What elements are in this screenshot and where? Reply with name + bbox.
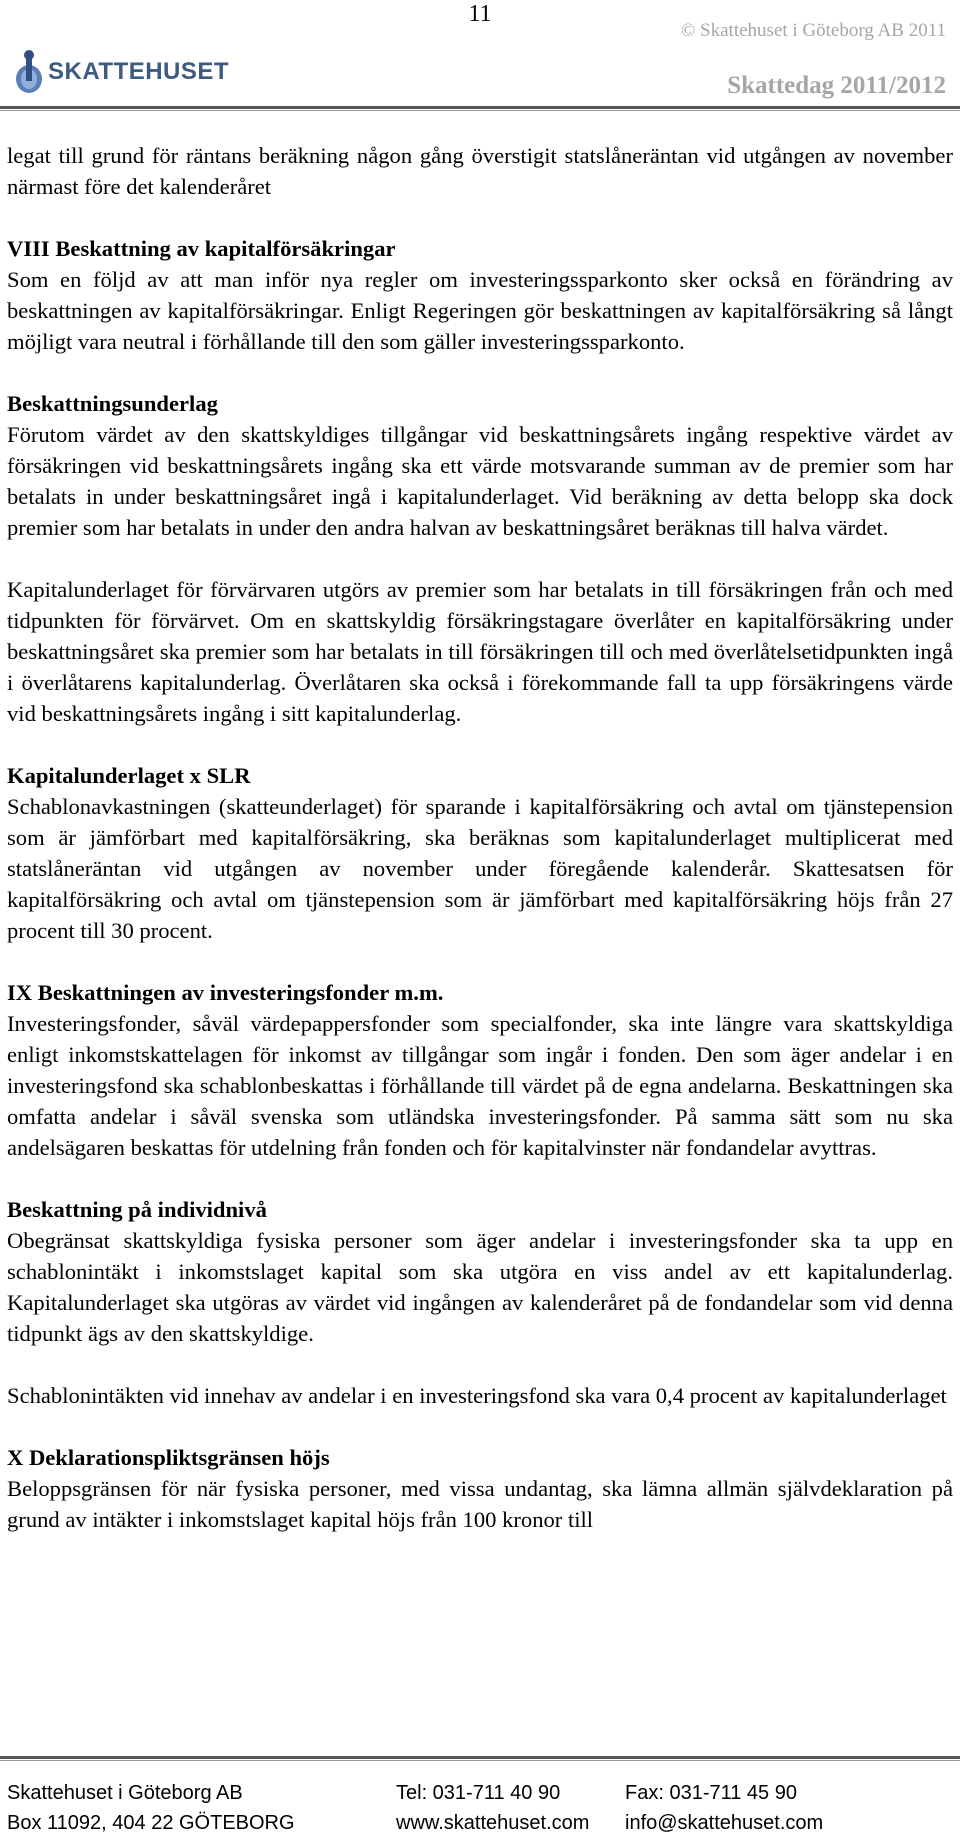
footer-fax: Fax: 031-711 45 90	[625, 1782, 797, 1804]
header-rule-thin	[0, 110, 960, 111]
paragraph-underlag-2: Kapitalunderlaget för förvärvaren utgörs av premier som har betalats in till försäkringen från och med tidpunkten för förvärvet. Om en skattskyldig försäkringstagare överlåter en kapitalförsäkring under beskattningsåret ska premier som har betalats in till försäkringen till och med överlåtelsetidpunkten ingå i överlåtarens kapitalunderlag. Överlåtaren ska också i förekommande fall ta upp försäkringens värde vid beskattningsårets ingång i sitt kapitalunderlag.	[7, 577, 953, 726]
skattehuset-logo	[14, 44, 229, 100]
paragraph-viii: Som en följd av att man inför nya regler om investeringssparkonto sker också en förändring av beskattningen av kapitalförsäkringar. Enligt Regeringen gör beskattningen av kapitalförsäkring så långt möjligt vara neutral i förhållande till den som gäller investeringssparkonto.	[7, 267, 953, 354]
paragraph-schablonintakt: Schablonintäkten vid innehav av andelar i en investeringsfond ska vara 0,4 procent av kapitalunderlaget	[7, 1383, 947, 1408]
paragraph-slr: Schablonavkastningen (skatteunderlaget) för sparande i kapitalförsäkring och avtal om tjänstepension som är jämförbart med kapitalförsäkring, ska beräknas som kapitalunderlaget multiplicerat med statslåneräntan vid utgången av november under föregående kalenderår. Skattesatsen för kapitalförsäkring och avtal om tjänstepension som är jämförbart med kapitalförsäkring höjs från 27 procent till 30 procent.	[7, 794, 953, 943]
header-rule	[0, 106, 960, 109]
page-body	[7, 140, 953, 1535]
paragraph-individniva: Obegränsat skattskyldiga fysiska personer som äger andelar i investeringsfonder ska ta upp en schablonintäkt i inkomstslaget kapital som ska utgöra en viss andel av ett kapitalunderlag. Kapitalunderlaget ska utgöras av värdet vid ingången av kalenderåret på de fondandelar som vid denna tidpunkt ägs av den skattskyldige.	[7, 1228, 953, 1346]
heading-beskattningsunderlag: Beskattningsunderlag	[7, 391, 218, 416]
logo-emblem-icon	[14, 49, 44, 95]
paragraph-underlag-1: Förutom värdet av den skattskyldiges tillgångar vid beskattningsårets ingång respektive värdet av försäkringen vid beskattningsårets ingång ska ett värde motsvarande summan av de premier som har betalats in under beskattningsåret ingå i kapitalunderlaget. Vid beräkning av detta belopp ska dock premier som har betalats in under den andra halvan av beskattningsåret beräknas till halva värdet.	[7, 422, 953, 540]
footer-company: Skattehuset i Göteborg AB	[7, 1782, 243, 1804]
paragraph-continuation: legat till grund för räntans beräkning någon gång överstigit statslåneräntan vid utgången av november närmast före det kalenderåret	[7, 143, 953, 199]
footer-address: Box 11092, 404 22 GÖTEBORG	[7, 1812, 295, 1834]
heading-individniva: Beskattning på individnivå	[7, 1197, 267, 1222]
footer-rule-thin	[0, 1760, 960, 1761]
copyright-notice: © Skattehuset i Göteborg AB 2011	[680, 20, 946, 41]
footer-phone: Tel: 031-711 40 90	[396, 1782, 561, 1804]
footer-website: www.skattehuset.com	[396, 1812, 590, 1834]
logo-text: SKATTEHUSET	[48, 58, 230, 85]
page-number: 11	[468, 1, 492, 27]
heading-viii: VIII Beskattning av kapitalförsäkringar	[7, 236, 396, 261]
document-title: Skattedag 2011/2012	[727, 72, 946, 99]
paragraph-x: Beloppsgränsen för när fysiska personer, med vissa undantag, ska lämna allmän självdeklaration på grund av intäkter i inkomstslaget kapital höjs från 100 kronor till	[7, 1476, 953, 1532]
heading-kapitalunderlaget-slr: Kapitalunderlaget x SLR	[7, 763, 251, 788]
heading-ix: IX Beskattningen av investeringsfonder m.m.	[7, 980, 444, 1005]
footer-rule	[0, 1756, 960, 1759]
footer-email: info@skattehuset.com	[625, 1812, 824, 1834]
paragraph-ix: Investeringsfonder, såväl värdepappersfonder som specialfonder, ska inte längre vara skattskyldiga enligt inkomstskattelagen för inkomst av tillgångar som ingår i fonden. Den som äger andelar i en investeringsfond ska schablonbeskattas i förhållande till värdet på de egna andelarna. Beskattningen ska omfatta andelar i såväl svenska som utländska investeringsfonder. På samma sätt som nu ska andelsägaren beskattas för utdelning från fonden och för kapitalvinster när fondandelar avyttras.	[7, 1011, 953, 1160]
heading-x: X Deklarationspliktsgränsen höjs	[7, 1445, 330, 1470]
